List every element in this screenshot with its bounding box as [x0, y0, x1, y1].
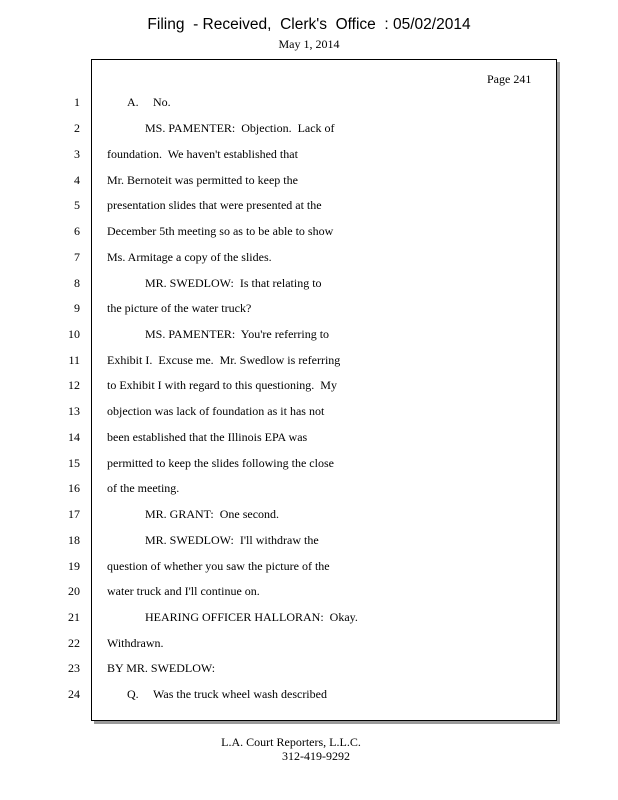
line-number: 11: [68, 353, 80, 367]
transcript-line: HEARING OFFICER HALLORAN: Okay.: [145, 610, 358, 624]
transcript-line: MR. SWEDLOW: Is that relating to: [145, 276, 322, 290]
transcript-line: the picture of the water truck?: [107, 301, 252, 315]
transcript-line: question of whether you saw the picture of the: [107, 559, 330, 573]
line-content: No.: [153, 95, 171, 109]
line-number: 7: [74, 250, 80, 264]
line-number: 8: [74, 276, 80, 290]
line-number: 13: [68, 404, 80, 418]
line-number: 9: [74, 301, 80, 315]
line-number: 19: [68, 559, 80, 573]
line-number: 21: [68, 610, 80, 624]
transcript-line: MR. SWEDLOW: I'll withdraw the: [145, 533, 319, 547]
page-number: Page 241: [487, 72, 532, 86]
transcript-line: December 5th meeting so as to be able to show: [107, 224, 334, 238]
line-number: 17: [68, 507, 80, 521]
transcript-line: to Exhibit I with regard to this questioning. My: [107, 378, 337, 392]
line-number: 12: [68, 378, 80, 392]
line-number: 15: [68, 456, 80, 470]
transcript-line: MR. GRANT: One second.: [145, 507, 280, 521]
line-number: 20: [68, 584, 80, 598]
filing-stamp: Filing - Received, Clerk's Office : 05/02/2014: [147, 16, 471, 33]
transcript-line: Mr. Bernoteit was permitted to keep the: [107, 173, 298, 187]
line-content: Was the truck wheel wash described: [153, 687, 327, 701]
transcript-line: been established that the Illinois EPA was: [107, 430, 308, 444]
line-number: 18: [68, 533, 80, 547]
line-number: 3: [74, 147, 80, 161]
line-number: 2: [74, 121, 80, 135]
transcript-line: presentation slides that were presented at the: [107, 198, 322, 212]
transcript-line: water truck and I'll continue on.: [107, 584, 260, 598]
reporter-phone: 312-419-9292: [282, 749, 350, 763]
line-number: 6: [74, 224, 80, 238]
reporter-company: L.A. Court Reporters, L.L.C.: [221, 735, 361, 749]
line-number: 14: [68, 430, 80, 444]
transcript-line: of the meeting.: [107, 481, 180, 495]
transcript-date: May 1, 2014: [278, 37, 340, 51]
line-number: 22: [68, 636, 80, 650]
transcript-line: Ms. Armitage a copy of the slides.: [107, 250, 272, 264]
transcript-line: [127, 687, 327, 702]
line-number: 16: [68, 481, 80, 495]
transcript-line: [127, 95, 171, 110]
transcript-line: Exhibit I. Excuse me. Mr. Swedlow is referring: [107, 353, 341, 367]
transcript-line: permitted to keep the slides following the close: [107, 456, 334, 470]
line-number: 5: [74, 198, 80, 212]
line-number: 23: [68, 661, 80, 675]
transcript-line: MS. PAMENTER: You're referring to: [145, 327, 330, 341]
line-number: 24: [68, 687, 80, 701]
answer-marker: A.: [127, 95, 139, 109]
line-number: 4: [74, 173, 80, 187]
transcript-line: MS. PAMENTER: Objection. Lack of: [145, 121, 335, 135]
transcript-line: Withdrawn.: [107, 636, 164, 650]
transcript-line: foundation. We haven't established that: [107, 147, 298, 161]
transcript-line: BY MR. SWEDLOW:: [107, 661, 216, 675]
line-number: 1: [74, 95, 80, 109]
transcript-line: objection was lack of foundation as it has not: [107, 404, 325, 418]
question-marker: Q.: [127, 687, 139, 701]
line-number: 10: [68, 327, 80, 341]
